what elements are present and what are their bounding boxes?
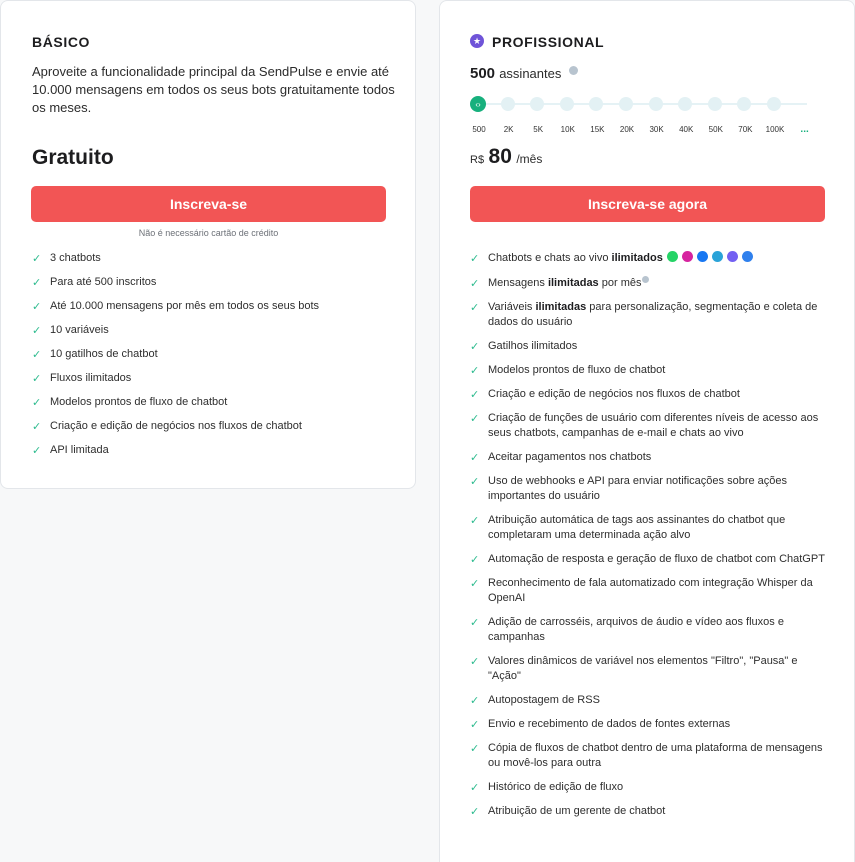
feature-text: Criação e edição de negócios nos fluxos de chatbot bbox=[50, 420, 302, 432]
check-icon: ✓ bbox=[470, 515, 480, 527]
feature-text: Modelos prontos de fluxo de chatbot bbox=[50, 396, 228, 408]
slider-stop[interactable] bbox=[708, 97, 722, 111]
subscribers-value: 500 bbox=[470, 65, 496, 82]
slider-tick-label: 2K bbox=[503, 125, 514, 134]
feature-item bbox=[32, 395, 402, 410]
feature-item bbox=[470, 615, 830, 645]
feature-item bbox=[470, 300, 830, 330]
check-icon: ✓ bbox=[32, 325, 42, 337]
check-icon: ✓ bbox=[470, 743, 480, 755]
check-icon: ✓ bbox=[32, 373, 42, 385]
feature-item bbox=[470, 804, 830, 819]
feature-item bbox=[470, 363, 830, 378]
slider-tick-label: 5K bbox=[533, 125, 544, 134]
feature-text: Envio e recebimento de dados de fontes externas bbox=[488, 718, 731, 730]
feature-text: Criação de funções de usuário com diferentes níveis de acesso aos seus chatbots, campanhas de e-mail e chats ao vivo bbox=[488, 412, 819, 439]
subscribers-label: assinantes bbox=[499, 66, 562, 81]
feature-text-suffix: para personalização, segmentação e coleta de dados do usuário bbox=[488, 301, 818, 328]
check-icon: ✓ bbox=[470, 695, 480, 707]
basic-plan-price: Gratuito bbox=[32, 146, 114, 169]
check-icon: ✓ bbox=[32, 253, 42, 265]
feature-item bbox=[470, 654, 830, 684]
price-period: /mês bbox=[516, 152, 543, 166]
feature-item bbox=[470, 450, 830, 465]
check-icon: ✓ bbox=[470, 476, 480, 488]
pro-subscribe-button[interactable]: Inscreva-se agora bbox=[470, 186, 825, 222]
slider-track bbox=[478, 103, 807, 105]
check-icon: ✓ bbox=[32, 301, 42, 313]
pro-plan-title: PROFISSIONAL bbox=[492, 34, 605, 50]
feature-text: Mensagens bbox=[488, 277, 548, 289]
pro-plan-card bbox=[439, 0, 855, 862]
check-icon: ✓ bbox=[470, 278, 480, 290]
price-currency: R$ bbox=[470, 154, 485, 166]
feature-text-bold: ilimitadas bbox=[535, 301, 587, 313]
feature-item bbox=[470, 339, 830, 354]
feature-item bbox=[32, 419, 402, 434]
feature-text: API limitada bbox=[50, 444, 109, 456]
feature-item bbox=[470, 513, 830, 543]
feature-item bbox=[470, 552, 830, 567]
feature-text-bold: ilimitados bbox=[611, 252, 663, 264]
check-icon: ✓ bbox=[470, 253, 480, 265]
livechat-icon bbox=[742, 251, 753, 262]
slider-tick-label: 500 bbox=[472, 125, 486, 134]
check-icon: ✓ bbox=[470, 365, 480, 377]
slider-tick-label: 10K bbox=[560, 125, 575, 134]
slider-stop[interactable] bbox=[767, 97, 781, 111]
slider-ticks bbox=[470, 125, 830, 137]
feature-text: Fluxos ilimitados bbox=[50, 372, 132, 384]
feature-item bbox=[470, 780, 830, 795]
feature-text-suffix: por mês bbox=[598, 277, 642, 289]
check-icon: ✓ bbox=[470, 341, 480, 353]
info-icon[interactable] bbox=[642, 276, 649, 283]
feature-text: Adição de carrosséis, arquivos de áudio e vídeo aos fluxos e campanhas bbox=[488, 616, 784, 643]
check-icon: ✓ bbox=[470, 413, 480, 425]
feature-text: Cópia de fluxos de chatbot dentro de uma plataforma de mensagens ou movê-los para outra bbox=[488, 742, 823, 769]
feature-text: Para até 500 inscritos bbox=[50, 276, 157, 288]
slider-stop[interactable] bbox=[649, 97, 663, 111]
check-icon: ✓ bbox=[470, 719, 480, 731]
feature-text: 10 gatilhos de chatbot bbox=[50, 348, 158, 360]
check-icon: ✓ bbox=[470, 782, 480, 794]
check-icon: ✓ bbox=[470, 806, 480, 818]
feature-item bbox=[470, 251, 830, 267]
check-icon: ✓ bbox=[32, 349, 42, 361]
basic-plan-description: Aproveite a funcionalidade principal da SendPulse e envie até 10.000 mensagens em todos os seus bots gratuitamente todos os meses. bbox=[32, 64, 395, 115]
slider-tick-label: 20K bbox=[619, 125, 635, 134]
feature-text: Atribuição de um gerente de chatbot bbox=[488, 805, 666, 817]
whatsapp-icon bbox=[667, 251, 678, 262]
slider-stop[interactable] bbox=[678, 97, 692, 111]
slider-tick-label: 100K bbox=[765, 125, 785, 134]
feature-text: Automação de resposta e geração de fluxo de chatbot com ChatGPT bbox=[488, 553, 825, 565]
check-icon: ✓ bbox=[32, 397, 42, 409]
feature-item bbox=[470, 741, 830, 771]
messenger-icon bbox=[697, 251, 708, 262]
feature-item bbox=[470, 576, 830, 606]
feature-text: Autopostagem de RSS bbox=[488, 694, 600, 706]
basic-subscribe-button[interactable]: Inscreva-se bbox=[31, 186, 386, 222]
slider-stop[interactable] bbox=[530, 97, 544, 111]
feature-text: Uso de webhooks e API para enviar notificações sobre ações importantes do usuário bbox=[488, 475, 788, 502]
feature-item bbox=[32, 443, 402, 458]
subscribers-slider[interactable] bbox=[470, 96, 815, 112]
check-icon: ✓ bbox=[470, 617, 480, 629]
viber-icon bbox=[727, 251, 738, 262]
check-icon: ✓ bbox=[32, 445, 42, 457]
slider-more-option[interactable]: ... bbox=[800, 124, 809, 135]
check-icon: ✓ bbox=[32, 277, 42, 289]
star-icon: ★ bbox=[470, 34, 484, 48]
check-icon: ✓ bbox=[470, 578, 480, 590]
basic-feature-list bbox=[32, 251, 402, 467]
check-icon: ✓ bbox=[470, 554, 480, 566]
no-card-note: Não é necessário cartão de crédito bbox=[138, 228, 279, 238]
check-icon: ✓ bbox=[470, 452, 480, 464]
check-icon: ✓ bbox=[470, 389, 480, 401]
feature-text: Atribuição automática de tags aos assinantes do chatbot que completaram uma determinada ação alvo bbox=[488, 514, 786, 541]
pro-feature-list bbox=[470, 251, 830, 828]
check-icon: ✓ bbox=[470, 302, 480, 314]
slider-tick-label: 15K bbox=[590, 125, 605, 134]
check-icon: ✓ bbox=[470, 656, 480, 668]
feature-text: Variáveis bbox=[488, 301, 536, 313]
feature-item bbox=[32, 371, 402, 386]
feature-text: Chatbots e chats ao vivo bbox=[488, 252, 612, 264]
instagram-icon bbox=[682, 251, 693, 262]
basic-plan-title: BÁSICO bbox=[32, 34, 91, 50]
feature-text: 3 chatbots bbox=[50, 252, 101, 264]
slider-stop[interactable] bbox=[589, 97, 603, 111]
feature-item bbox=[470, 474, 830, 504]
slider-tick-label: 40K bbox=[679, 125, 694, 134]
feature-item bbox=[470, 276, 830, 291]
slider-tick-label: 50K bbox=[708, 125, 723, 134]
slider-thumb[interactable]: ‹› bbox=[470, 96, 486, 112]
feature-text: Até 10.000 mensagens por mês em todos os seus bots bbox=[50, 300, 320, 312]
info-icon[interactable] bbox=[569, 66, 578, 75]
feature-text: Reconhecimento de fala automatizado com integração Whisper da OpenAI bbox=[488, 577, 813, 604]
pro-plan-price bbox=[470, 145, 542, 169]
slider-tick-label: 30K bbox=[649, 125, 664, 134]
feature-text: Gatilhos ilimitados bbox=[488, 340, 578, 352]
feature-text: Histórico de edição de fluxo bbox=[488, 781, 624, 793]
feature-text-bold: ilimitadas bbox=[547, 277, 599, 289]
slider-tick-label: 70K bbox=[738, 125, 753, 134]
feature-item bbox=[470, 717, 830, 732]
feature-item bbox=[470, 387, 830, 402]
feature-item bbox=[32, 347, 402, 362]
subscribers-count bbox=[470, 65, 578, 82]
feature-text: 10 variáveis bbox=[50, 324, 109, 336]
feature-item bbox=[32, 251, 402, 266]
feature-text: Aceitar pagamentos nos chatbots bbox=[488, 451, 652, 463]
feature-item bbox=[32, 299, 402, 314]
feature-item bbox=[470, 411, 830, 441]
feature-text: Criação e edição de negócios nos fluxos de chatbot bbox=[488, 388, 740, 400]
feature-item bbox=[470, 693, 830, 708]
feature-text: Modelos prontos de fluxo de chatbot bbox=[488, 364, 666, 376]
feature-item bbox=[32, 275, 402, 290]
telegram-icon bbox=[712, 251, 723, 262]
slider-stop[interactable] bbox=[619, 97, 633, 111]
slider-stop[interactable] bbox=[501, 97, 515, 111]
feature-item bbox=[32, 323, 402, 338]
check-icon: ✓ bbox=[32, 421, 42, 433]
slider-stop[interactable] bbox=[560, 97, 574, 111]
messenger-icons bbox=[667, 251, 757, 267]
slider-stop[interactable] bbox=[737, 97, 751, 111]
basic-plan-card bbox=[0, 0, 416, 489]
feature-text: Valores dinâmicos de variável nos elementos "Filtro", "Pausa" e "Ação" bbox=[488, 655, 798, 682]
price-amount: 80 bbox=[488, 145, 512, 168]
